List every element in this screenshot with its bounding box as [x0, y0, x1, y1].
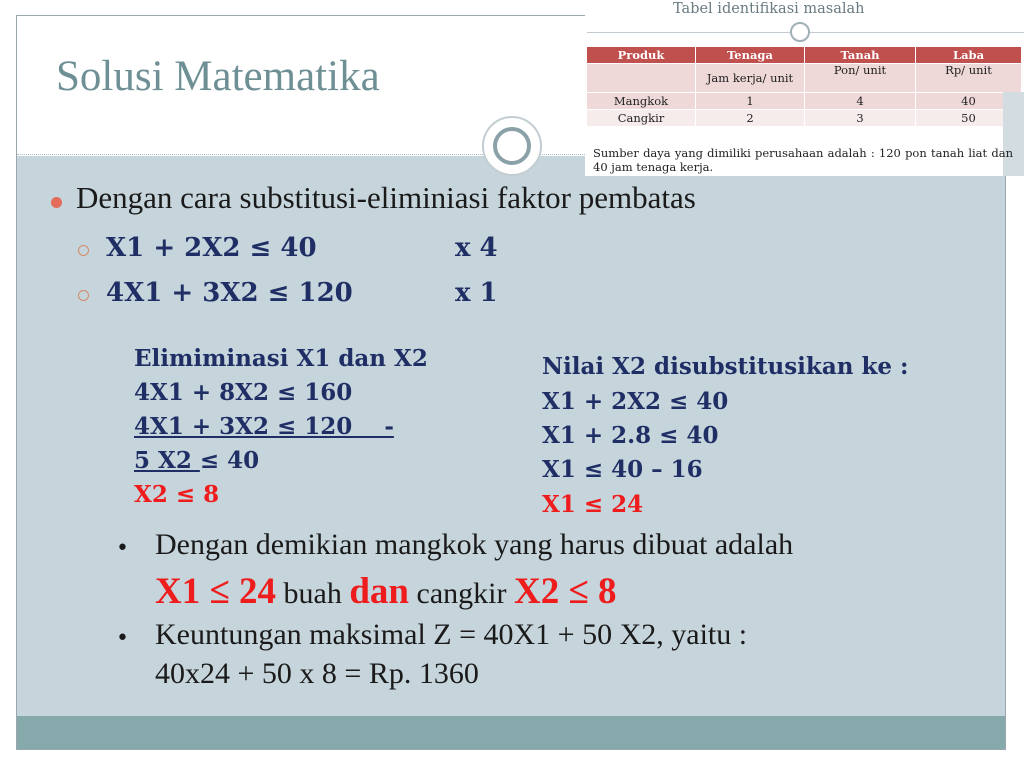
table-cell: Rp/ unit: [916, 64, 1022, 93]
table-header-cell: Tanah: [805, 47, 916, 64]
decorative-ring-icon: [482, 116, 542, 176]
answer-x1: X1 ≤ 24: [155, 571, 277, 612]
answer-text: cangkir: [409, 577, 514, 610]
table-cell: 3: [805, 110, 916, 127]
resource-note: Sumber daya yang dimiliki perusahaan adalah : 120 pon tanah liat dan 40 jam tenaga kerja.: [593, 146, 1013, 174]
table-cell: Pon/ unit: [805, 64, 916, 93]
table-header-cell: Laba: [916, 47, 1022, 64]
elimination-heading: Elimiminasi X1 dan X2: [134, 345, 428, 372]
table-cell: [587, 64, 696, 93]
elimination-rest: ≤ 40: [199, 447, 260, 474]
table-cell: 2: [696, 110, 805, 127]
table-cell: 1: [696, 93, 805, 110]
bullet-icon: •: [116, 536, 129, 561]
table-cell: Jam kerja/ unit: [696, 64, 805, 93]
main-point-text: Dengan cara substitusi-eliminiasi faktor pembatas: [76, 180, 696, 215]
constraint-equation: 4X1 + 3X2 ≤ 120: [106, 278, 353, 308]
table-caption: Tabel identifikasi masalah: [673, 1, 865, 17]
decorative-ring-icon: [790, 22, 810, 42]
conclusion-answer: [155, 570, 617, 613]
conclusion-line: Dengan demikian mangkok yang harus dibuat adalah: [155, 528, 794, 561]
profit-line: Keuntungan maksimal Z = 40X1 + 50 X2, yaitu :: [155, 618, 748, 651]
elimination-result: X2 ≤ 8: [134, 481, 220, 508]
profit-line: 40x24 + 50 x 8 = Rp. 1360: [155, 657, 479, 690]
table-cell: 40: [916, 93, 1022, 110]
footer-band: [17, 716, 1005, 749]
table-cell: 50: [916, 110, 1022, 127]
table-row: [587, 64, 1022, 93]
substitution-heading: Nilai X2 disubstitusikan ke :: [542, 353, 909, 380]
sub-bullet-icon: [78, 245, 89, 256]
table-cell: Cangkir: [587, 110, 696, 127]
identification-table: [587, 47, 1022, 126]
table-row: [587, 110, 1022, 127]
bullet-icon: •: [116, 626, 129, 651]
substitution-result: X1 ≤ 24: [542, 491, 644, 518]
answer-x2: X2 ≤ 8: [513, 571, 617, 612]
table-header-cell: Tenaga: [696, 47, 805, 64]
answer-dan: dan: [349, 571, 410, 612]
constraint-multiplier: x 1: [455, 278, 498, 308]
table-cell: Mangkok: [587, 93, 696, 110]
table-row: [587, 93, 1022, 110]
elimination-line: [134, 444, 259, 478]
answer-text: buah: [276, 577, 350, 610]
elimination-line: 4X1 + 3X2 ≤ 120 -: [134, 413, 394, 440]
substitution-line: X1 + 2X2 ≤ 40: [542, 388, 729, 415]
constraint-equation: X1 + 2X2 ≤ 40: [106, 233, 317, 263]
substitution-line: X1 + 2.8 ≤ 40: [542, 422, 719, 449]
constraint-multiplier: x 4: [455, 233, 498, 263]
sub-bullet-icon: [78, 290, 89, 301]
table-header-cell: Produk: [587, 47, 696, 64]
elimination-underlined: 5 X2: [134, 447, 200, 474]
substitution-line: X1 ≤ 40 – 16: [542, 456, 703, 483]
table-header-row: [587, 47, 1022, 64]
bullet-dot-icon: [51, 197, 62, 208]
slide-title: Solusi Matematika: [56, 53, 380, 100]
problem-table-panel: [585, 0, 1024, 176]
elimination-line: 4X1 + 8X2 ≤ 160: [134, 379, 353, 406]
table-cell: 4: [805, 93, 916, 110]
